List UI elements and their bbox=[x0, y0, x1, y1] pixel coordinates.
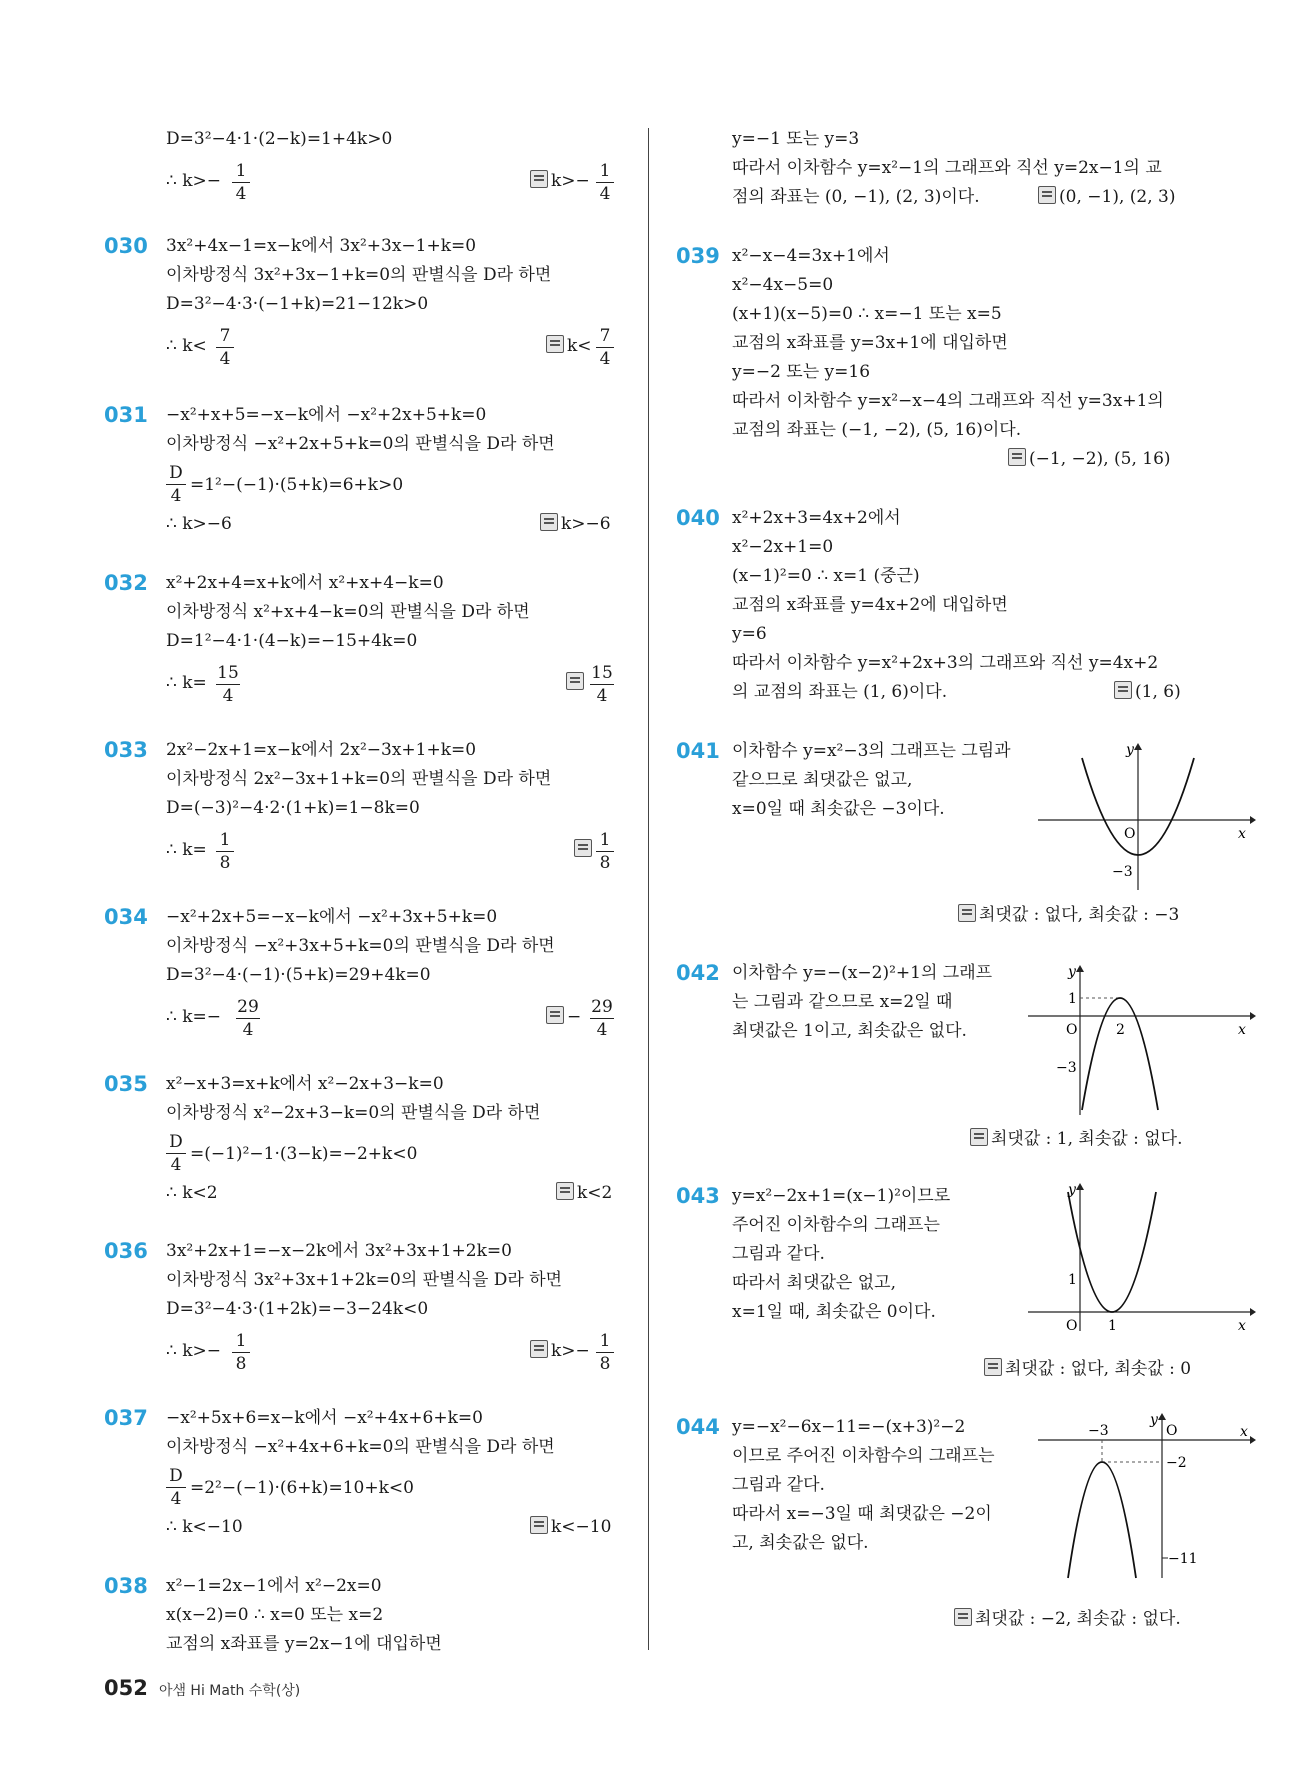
answer-icon bbox=[556, 1182, 574, 1200]
origin-label: O bbox=[1124, 826, 1136, 842]
p044-line-5: 고, 최솟값은 없다. bbox=[732, 1533, 869, 1553]
parabola-curve bbox=[1068, 1192, 1156, 1312]
p037-line-2: 이차방정식 −x²+4x+6+k=0의 판별식을 D라 하면 bbox=[166, 1437, 555, 1457]
p040-line-5: y=6 bbox=[732, 624, 767, 644]
p038-answer: (0, −1), (2, 3) bbox=[1038, 184, 1175, 210]
x-axis-arrow bbox=[1250, 1012, 1256, 1020]
p032-line-1: x²+2x+4=x+k에서 x²+x+4−k=0 bbox=[166, 573, 444, 593]
answer-icon bbox=[984, 1358, 1002, 1376]
p044-line-4: 따라서 x=−3일 때 최댓값은 −2이 bbox=[732, 1504, 992, 1524]
p038-line-1: x²−1=2x−1에서 x²−2x=0 bbox=[166, 1576, 382, 1596]
vertex-x-label: 1 bbox=[1108, 1318, 1117, 1334]
p035-line-2: 이차방정식 x²−2x+3−k=0의 판별식을 D라 하면 bbox=[166, 1103, 541, 1123]
column-divider bbox=[648, 128, 649, 1650]
origin-label: O bbox=[1066, 1318, 1078, 1334]
problem-number-044: 044 bbox=[676, 1415, 720, 1439]
p038-line-4: y=−1 또는 y=3 bbox=[732, 129, 860, 149]
y-axis-arrow bbox=[1134, 743, 1142, 750]
p034-line-2: 이차방정식 −x²+3x+5+k=0의 판별식을 D라 하면 bbox=[166, 936, 555, 956]
answer-icon bbox=[530, 170, 548, 188]
p044-answer: 최댓값 : −2, 최솟값 : 없다. bbox=[954, 1606, 1181, 1632]
y-intercept-label: −11 bbox=[1168, 1551, 1198, 1567]
p039-answer: (−1, −2), (5, 16) bbox=[1008, 446, 1171, 472]
p035-line-3: =(−1)²−1·(3−k)=−2+k<0 bbox=[190, 1144, 418, 1164]
p031-d-over-4: $\frac{D}{4}$ bbox=[166, 462, 186, 507]
p041-answer: 최댓값 : 없다, 최솟값 : −3 bbox=[958, 902, 1179, 928]
problem-number-035: 035 bbox=[104, 1072, 148, 1096]
p038-line-5: 따라서 이차함수 y=x²−1의 그래프와 직선 y=2x−1의 교 bbox=[732, 158, 1162, 178]
p044-line-1: y=−x²−6x−11=−(x+3)²−2 bbox=[732, 1417, 966, 1437]
p030-answer-fraction: $\frac{7}{4}$ bbox=[596, 325, 614, 370]
max-label: 1 bbox=[1068, 991, 1077, 1007]
problem-number-032: 032 bbox=[104, 571, 148, 595]
x-label: x bbox=[1238, 826, 1246, 842]
y-label: y bbox=[1126, 742, 1134, 758]
p042-parabola-graph bbox=[1028, 960, 1258, 1120]
p033-conclusion: ∴ k= bbox=[166, 840, 207, 860]
p037-answer: k<−10 bbox=[530, 1514, 611, 1540]
p039-line-7: 교점의 좌표는 (−1, −2), (5, 16)이다. bbox=[732, 420, 1022, 440]
p031-line-3: =1²−(−1)·(5+k)=6+k>0 bbox=[190, 475, 404, 495]
answer-icon bbox=[970, 1128, 988, 1146]
p033-line-1: 2x²−2x+1=x−k에서 2x²−3x+1+k=0 bbox=[166, 740, 477, 760]
answer-icon bbox=[1038, 186, 1056, 204]
p030-fraction: $\frac{7}{4}$ bbox=[216, 325, 234, 370]
y-intercept-label: −3 bbox=[1056, 1060, 1077, 1076]
problem-number-030: 030 bbox=[104, 234, 148, 258]
p030-line-1: 3x²+4x−1=x−k에서 3x²+3x−1+k=0 bbox=[166, 236, 477, 256]
p031-line-1: −x²+x+5=−x−k에서 −x²+2x+5+k=0 bbox=[166, 405, 487, 425]
p032-conclusion: ∴ k= bbox=[166, 673, 207, 693]
p038-line-6: 점의 좌표는 (0, −1), (2, 3)이다. bbox=[732, 187, 980, 207]
p029-answer-fraction: $\frac{1}{4}$ bbox=[596, 160, 614, 205]
p032-line-2: 이차방정식 x²+x+4−k=0의 판별식을 D라 하면 bbox=[166, 602, 530, 622]
p034-conclusion: ∴ k=− bbox=[166, 1007, 222, 1027]
y-label: y bbox=[1150, 1412, 1158, 1428]
p039-line-4: 교점의 x좌표를 y=3x+1에 대입하면 bbox=[732, 333, 1008, 353]
p033-line-3: D=(−3)²−4·2·(1+k)=1−8k=0 bbox=[166, 798, 420, 818]
vertex-x-label: 2 bbox=[1116, 1022, 1125, 1038]
p040-line-6: 따라서 이차함수 y=x²+2x+3의 그래프와 직선 y=4x+2 bbox=[732, 653, 1159, 673]
parabola-curve bbox=[1068, 1462, 1136, 1578]
p034-line-1: −x²+2x+5=−x−k에서 −x²+3x+5+k=0 bbox=[166, 907, 498, 927]
problem-number-037: 037 bbox=[104, 1406, 148, 1430]
p038-line-2: x(x−2)=0 ∴ x=0 또는 x=2 bbox=[166, 1605, 384, 1625]
p041-line-2: 같으므로 최댓값은 없고, bbox=[732, 770, 913, 790]
p042-line-3: 최댓값은 1이고, 최솟값은 없다. bbox=[732, 1021, 967, 1041]
p037-d-over-4: $\frac{D}{4}$ bbox=[166, 1465, 186, 1510]
p033-line-2: 이차방정식 2x²−3x+1+k=0의 판별식을 D라 하면 bbox=[166, 769, 552, 789]
p039-line-1: x²−x−4=3x+1에서 bbox=[732, 246, 890, 266]
p039-line-5: y=−2 또는 y=16 bbox=[732, 362, 871, 382]
p034-answer: − bbox=[546, 1004, 581, 1030]
y-intercept-label: 1 bbox=[1068, 1272, 1077, 1288]
parabola-curve bbox=[1082, 998, 1158, 1110]
p041-line-1: 이차함수 y=x²−3의 그래프는 그림과 bbox=[732, 741, 1011, 761]
p030-answer: k< bbox=[546, 333, 592, 359]
p035-d-over-4: $\frac{D}{4}$ bbox=[166, 1131, 186, 1176]
y-axis-arrow bbox=[1076, 1183, 1084, 1190]
problem-number-031: 031 bbox=[104, 403, 148, 427]
p043-line-2: 주어진 이차함수의 그래프는 bbox=[732, 1215, 940, 1235]
p032-line-3: D=1²−4·1·(4−k)=−15+4k=0 bbox=[166, 631, 418, 651]
p035-conclusion: ∴ k<2 bbox=[166, 1183, 218, 1203]
answer-icon bbox=[574, 839, 592, 857]
p043-parabola-graph bbox=[1028, 1176, 1258, 1336]
p042-line-2: 는 그림과 같으므로 x=2일 때 bbox=[732, 992, 953, 1012]
answer-icon bbox=[540, 513, 558, 531]
book-title: 아샘 Hi Math 수학(상) bbox=[158, 1683, 301, 1699]
problem-number-038: 038 bbox=[104, 1574, 148, 1598]
answer-icon bbox=[530, 1516, 548, 1534]
problem-number-041: 041 bbox=[676, 739, 720, 763]
vertex-x-label: −3 bbox=[1088, 1423, 1109, 1439]
x-label: x bbox=[1238, 1022, 1246, 1038]
x-label: x bbox=[1240, 1424, 1248, 1440]
y-label: y bbox=[1068, 1182, 1076, 1198]
problem-number-033: 033 bbox=[104, 738, 148, 762]
p034-line-3: D=3²−4·(−1)·(5+k)=29+4k=0 bbox=[166, 965, 431, 985]
p038-line-3: 교점의 x좌표를 y=2x−1에 대입하면 bbox=[166, 1634, 442, 1654]
p040-line-4: 교점의 x좌표를 y=4x+2에 대입하면 bbox=[732, 595, 1008, 615]
answer-icon bbox=[546, 1006, 564, 1024]
origin-label: O bbox=[1166, 1423, 1178, 1439]
p037-conclusion: ∴ k<−10 bbox=[166, 1517, 243, 1537]
p033-answer bbox=[574, 837, 595, 863]
p036-answer-fraction: $\frac{1}{8}$ bbox=[596, 1330, 614, 1375]
p036-answer: k>− bbox=[530, 1338, 590, 1364]
x-axis-arrow bbox=[1250, 816, 1256, 824]
p043-line-5: x=1일 때, 최솟값은 0이다. bbox=[732, 1302, 936, 1322]
p043-line-4: 따라서 최댓값은 없고, bbox=[732, 1273, 897, 1293]
page-number: 052 bbox=[104, 1676, 148, 1700]
page-footer bbox=[104, 1676, 300, 1700]
p043-answer: 최댓값 : 없다, 최솟값 : 0 bbox=[984, 1356, 1191, 1382]
p041-line-3: x=0일 때 최솟값은 −3이다. bbox=[732, 799, 945, 819]
answer-icon bbox=[954, 1608, 972, 1626]
p037-line-3: =2²−(−1)·(6+k)=10+k<0 bbox=[190, 1478, 414, 1498]
p044-line-2: 이므로 주어진 이차함수의 그래프는 bbox=[732, 1446, 995, 1466]
p042-answer: 최댓값 : 1, 최솟값 : 없다. bbox=[970, 1126, 1182, 1152]
p039-line-6: 따라서 이차함수 y=x²−x−4의 그래프와 직선 y=3x+1의 bbox=[732, 391, 1164, 411]
p040-line-3: (x−1)²=0 ∴ x=1 (중근) bbox=[732, 566, 920, 586]
answer-icon bbox=[1008, 448, 1026, 466]
p042-line-1: 이차함수 y=−(x−2)²+1의 그래프 bbox=[732, 963, 993, 983]
p031-conclusion: ∴ k>−6 bbox=[166, 514, 232, 534]
p034-fraction: $\frac{29}{4}$ bbox=[237, 997, 259, 1040]
vertex-label: −3 bbox=[1112, 864, 1133, 880]
p033-fraction: $\frac{1}{8}$ bbox=[216, 829, 234, 874]
p043-line-3: 그림과 같다. bbox=[732, 1244, 825, 1264]
p044-line-3: 그림과 같다. bbox=[732, 1475, 825, 1495]
p040-line-2: x²−2x+1=0 bbox=[732, 537, 834, 557]
p029-line-1: D=3²−4·1·(2−k)=1+4k>0 bbox=[166, 129, 393, 149]
p039-line-2: x²−4x−5=0 bbox=[732, 275, 834, 295]
y-axis-arrow bbox=[1076, 965, 1084, 972]
p041-parabola-graph bbox=[1038, 740, 1258, 890]
x-axis-arrow bbox=[1250, 1436, 1256, 1444]
p036-conclusion: ∴ k>− bbox=[166, 1341, 222, 1361]
y-label: y bbox=[1068, 964, 1076, 980]
x-label: x bbox=[1238, 1318, 1246, 1334]
origin-label: O bbox=[1066, 1022, 1078, 1038]
p044-parabola-graph bbox=[1038, 1408, 1258, 1583]
y-axis-arrow bbox=[1158, 1413, 1166, 1420]
p036-line-3: D=3²−4·3·(1+2k)=−3−24k<0 bbox=[166, 1299, 429, 1319]
max-label: −2 bbox=[1166, 1455, 1187, 1471]
p030-conclusion: ∴ k< bbox=[166, 336, 207, 356]
p033-answer-fraction: $\frac{1}{8}$ bbox=[596, 829, 614, 874]
p029-answer: k>− bbox=[530, 168, 590, 194]
problem-number-043: 043 bbox=[676, 1184, 720, 1208]
p035-answer: k<2 bbox=[556, 1180, 612, 1206]
p035-line-1: x²−x+3=x+k에서 x²−2x+3−k=0 bbox=[166, 1074, 444, 1094]
p029-conclusion: ∴ k>− bbox=[166, 171, 222, 191]
x-axis-arrow bbox=[1250, 1308, 1256, 1316]
p036-line-2: 이차방정식 3x²+3x+1+2k=0의 판별식을 D라 하면 bbox=[166, 1270, 563, 1290]
p031-line-2: 이차방정식 −x²+2x+5+k=0의 판별식을 D라 하면 bbox=[166, 434, 555, 454]
p032-fraction: $\frac{15}{4}$ bbox=[217, 663, 239, 706]
problem-number-039: 039 bbox=[676, 244, 720, 268]
p032-answer-fraction: $\frac{15}{4}$ bbox=[591, 663, 613, 706]
p040-line-1: x²+2x+3=4x+2에서 bbox=[732, 508, 901, 528]
answer-icon bbox=[546, 335, 564, 353]
p036-line-1: 3x²+2x+1=−x−2k에서 3x²+3x+1+2k=0 bbox=[166, 1241, 512, 1261]
answer-icon bbox=[958, 904, 976, 922]
answer-icon bbox=[1114, 681, 1132, 699]
answer-icon bbox=[566, 672, 584, 690]
problem-number-036: 036 bbox=[104, 1239, 148, 1263]
problem-number-034: 034 bbox=[104, 905, 148, 929]
p043-line-1: y=x²−2x+1=(x−1)²이므로 bbox=[732, 1186, 951, 1206]
p037-line-1: −x²+5x+6=x−k에서 −x²+4x+6+k=0 bbox=[166, 1408, 483, 1428]
p030-line-2: 이차방정식 3x²+3x−1+k=0의 판별식을 D라 하면 bbox=[166, 265, 552, 285]
problem-number-040: 040 bbox=[676, 506, 720, 530]
p036-fraction: $\frac{1}{8}$ bbox=[232, 1330, 250, 1375]
p029-fraction: $\frac{1}{4}$ bbox=[232, 160, 250, 205]
p039-line-3: (x+1)(x−5)=0 ∴ x=−1 또는 x=5 bbox=[732, 304, 1002, 324]
p040-answer: (1, 6) bbox=[1114, 679, 1181, 705]
problem-number-042: 042 bbox=[676, 961, 720, 985]
p034-answer-fraction: $\frac{29}{4}$ bbox=[591, 997, 613, 1040]
p031-answer: k>−6 bbox=[540, 511, 611, 537]
p030-line-3: D=3²−4·3·(−1+k)=21−12k>0 bbox=[166, 294, 429, 314]
p032-answer bbox=[566, 670, 587, 696]
answer-icon bbox=[530, 1340, 548, 1358]
p040-line-7: 의 교점의 좌표는 (1, 6)이다. bbox=[732, 682, 948, 702]
